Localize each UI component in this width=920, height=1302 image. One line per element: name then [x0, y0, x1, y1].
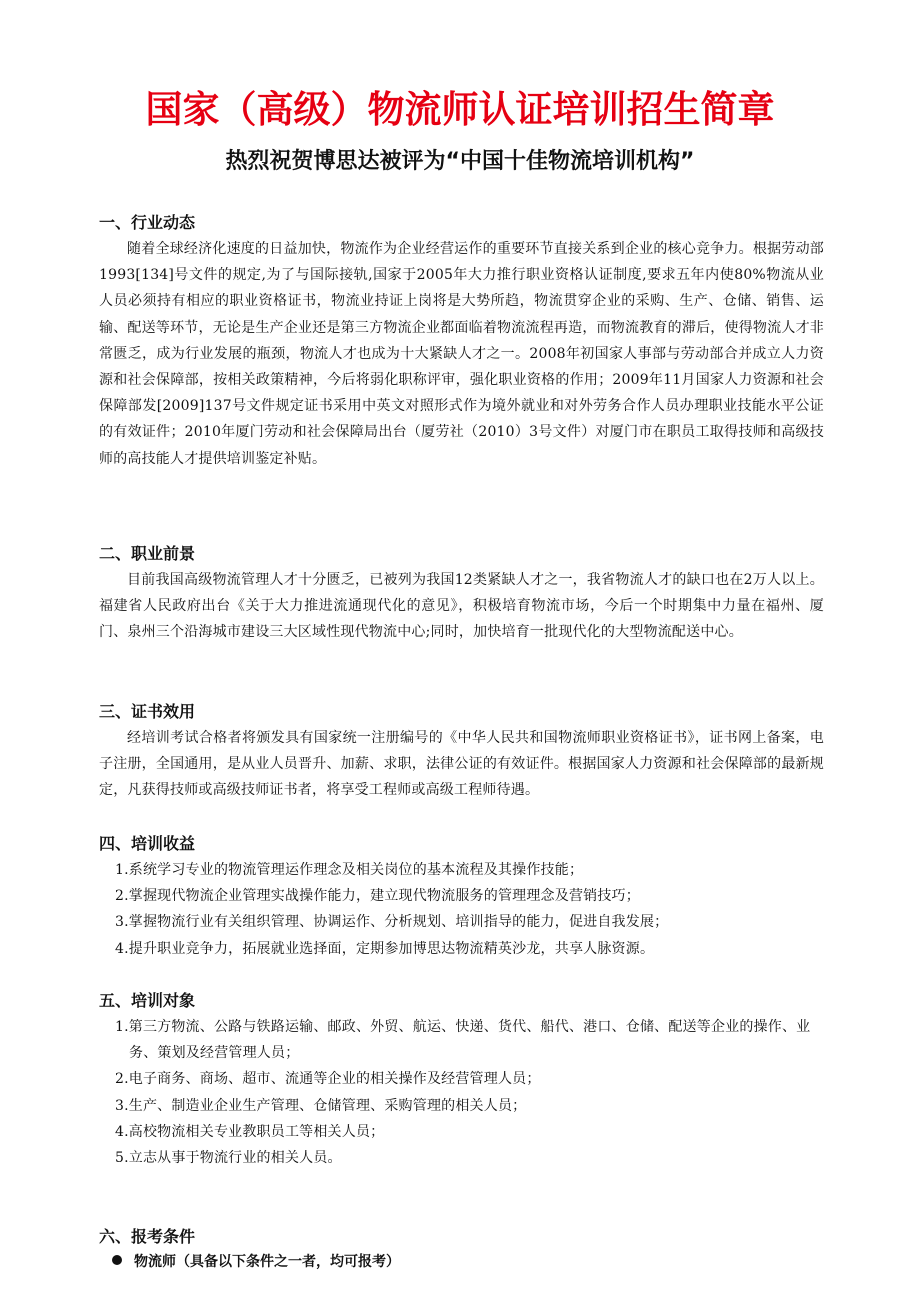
section-heading: 五、培训对象	[99, 991, 196, 1010]
page-subtitle: 热烈祝贺博思达被评为“中国十佳物流培训机构”	[225, 149, 695, 174]
list-item: 1.第三方物流、公路与铁路运输、邮政、外贸、航运、快递、货代、船代、港口、仓储、配送等企业的操作、业务、策划及经营管理人员；	[115, 1019, 811, 1062]
section-heading: 四、培训收益	[99, 834, 196, 853]
list-item: 4.提升职业竞争力，拓展就业选择面，定期参加博思达物流精英沙龙，共享人脉资源。	[115, 940, 655, 957]
bullet-text: 物流师（具备以下条件之一者，均可报考）	[134, 1254, 400, 1270]
section-heading: 六、报考条件	[99, 1227, 196, 1246]
list-item: 1.系统学习专业的物流管理运作理念及相关岗位的基本流程及其操作技能；	[115, 862, 584, 878]
section-target-audience	[99, 988, 824, 1171]
bullet-item	[99, 1250, 824, 1274]
list-item: 2.电子商务、商场、超市、流通等企业的相关操作及经营管理人员；	[115, 1071, 541, 1088]
section-career-prospects	[99, 541, 824, 646]
section-paragraph: 经培训考试合格者将颁发具有国家统一注册编号的《中华人民共和国物流师职业资格证书》，证书网上备案，电子注册，全国通用，是从业人员晋升、加薪、求职，法律公证的有效证件。根据国家人力资源和社会保障部的最新规定，凡获得技师或高级技师证书者，将享受工程师或高级工程师待遇。	[99, 730, 824, 799]
section-paragraph: 随着全球经济化速度的日益加快，物流作为企业经营运作的重要环节直接关系到企业的核心竞争力。根据劳动部1993[134]号文件的规定,为了与国际接轨,国家于2005年大力推行职业资格认证制度,要求五年内使80%物流从业人员必须持有相应的职业资格证书，物流业持证上岗将是大势所趋，物流贯穿企业的采购、生产、仓储、销售、运输、配送等环节，无论是生产企业还是第三方物流企业都面临着物流流程再造，而物流教育的滞后，使得物流人才非常匮乏，成为行业发展的瓶颈，物流人才也成为十大紧缺人才之一。2008年初国家人事部与劳动部合并成立人力资源和社会保障部，按相关政策精神，今后将弱化职称评审，强化职业资格的作用；2009年11月国家人力资源和社会保障部发[2009]137号文件规定证书采用中英文对照形式作为境外就业和对外劳务合作人员办理职业技能水平公证的有效证件；2010年厦门劳动和社会保障局出台（厦劳社（2010）3号文件）对厦门市在职员工取得技师和高级技师的高技能人才提供培训鉴定补贴。	[99, 241, 824, 467]
section-industry-news	[99, 210, 824, 472]
benefits-list	[99, 857, 824, 962]
page-title: 国家（高级）物流师认证培训招生简章	[145, 88, 775, 131]
section-heading: 一、行业动态	[99, 213, 196, 232]
audience-list	[99, 1014, 824, 1171]
bullet-dot-icon	[112, 1255, 122, 1265]
list-item: 3.生产、制造业企业生产管理、仓储管理、采购管理的相关人员；	[115, 1097, 527, 1114]
section-paragraph: 目前我国高级物流管理人才十分匮乏，已被列为我国12类紧缺人才之一，我省物流人才的缺口也在2万人以上。福建省人民政府出台《关于大力推进流通现代化的意见》，积极培育物流市场，今后一个时期集中力量在福州、厦门、泉州三个沿海城市建设三大区域性现代物流中心;同时，加快培育一批现代化的大型物流配送中心。	[99, 572, 824, 641]
section-heading: 二、职业前景	[99, 544, 196, 563]
list-item: 5.立志从事于物流行业的相关人员。	[115, 1150, 342, 1167]
list-item: 3.掌握物流行业有关组织管理、协调运作、分析规划、培训指导的能力，促进自我发展；	[115, 914, 669, 931]
section-heading: 三、证书效用	[99, 702, 196, 721]
list-item: 2.掌握现代物流企业管理实战操作能力，建立现代物流服务的管理理念及营销技巧；	[115, 888, 640, 905]
section-training-benefits	[99, 831, 824, 962]
section-exam-requirements	[99, 1224, 824, 1274]
section-certificate-value	[99, 699, 824, 804]
list-item: 4.高校物流相关专业教职员工等相关人员；	[115, 1123, 385, 1140]
